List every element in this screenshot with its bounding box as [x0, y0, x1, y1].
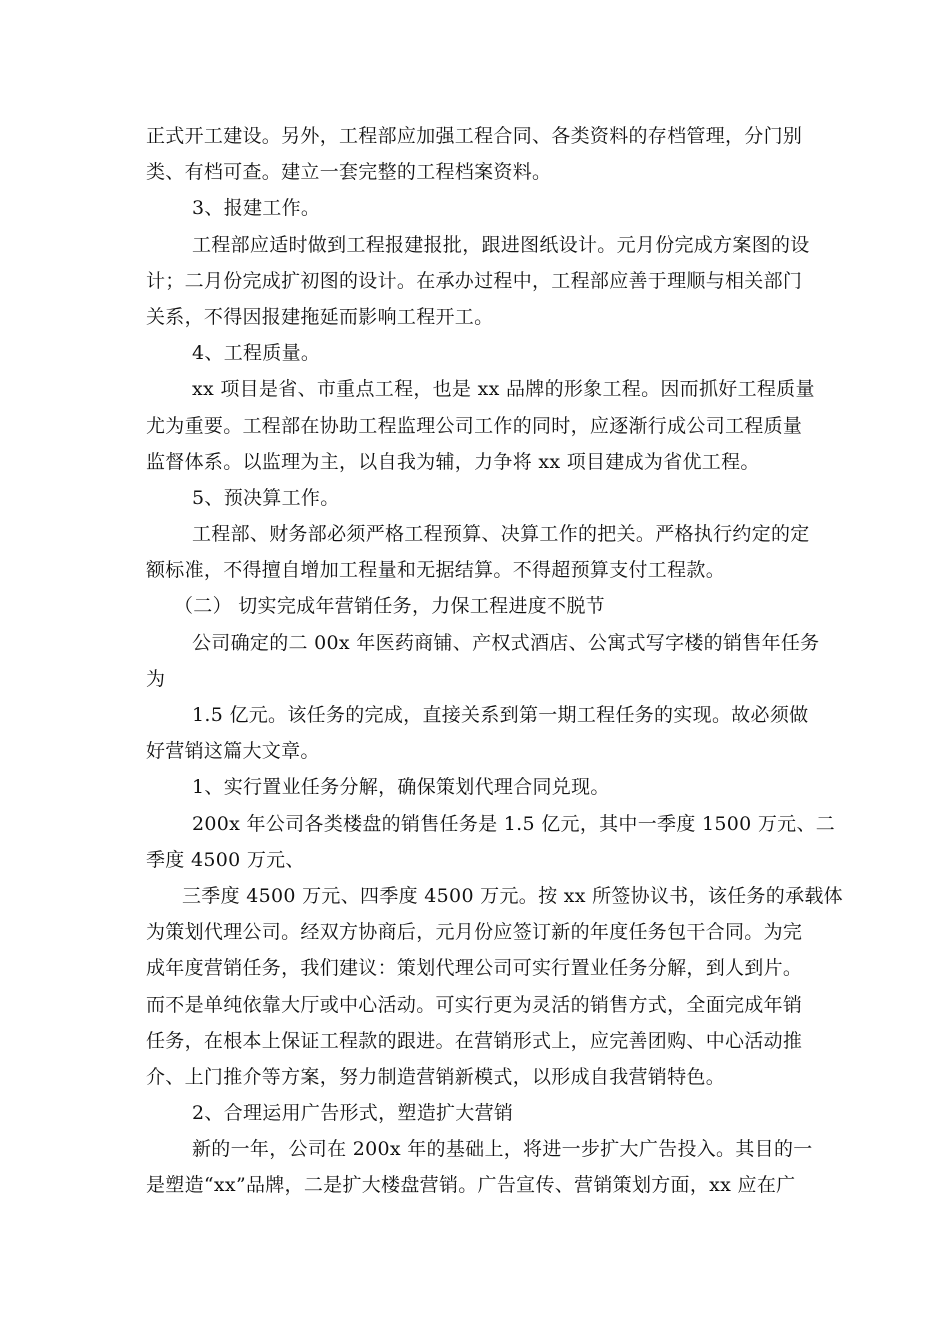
body-line: 为策划代理公司。经双方协商后，元月份应签订新的年度任务包干合同。为完: [146, 921, 803, 944]
body-line: 季度 4500 万元、: [146, 848, 305, 871]
body-line: 正式开工建设。另外，工程部应加强工程合同、各类资料的存档管理，分门别: [146, 125, 803, 147]
body-line: 监督体系。以监理为主，以自我为辅，力争将 xx 项目建成为省优工程。: [146, 450, 760, 473]
body-line: 类、有档可查。建立一套完整的工程档案资料。: [146, 161, 552, 184]
chapter-heading: （二） 切实完成年营销任务，力保工程进度不脱节: [174, 595, 605, 618]
body-line: 工程部、财务部必须严格工程预算、决算工作的把关。严格执行约定的定: [192, 523, 810, 546]
body-line: 1.5 亿元。该任务的完成，直接关系到第一期工程任务的实现。故必须做: [192, 704, 809, 726]
body-line: 关系，不得因报建拖延而影响工程开工。: [146, 305, 494, 328]
section-heading: 3、报建工作。: [192, 197, 321, 220]
body-line: 好营销这篇大文章。: [146, 740, 320, 763]
section-heading: 5、预决算工作。: [192, 486, 340, 509]
body-line: 任务，在根本上保证工程款的跟进。在营销形式上，应完善团购、中心活动推: [146, 1029, 803, 1052]
body-line: 成年度营销任务，我们建议：策划代理公司可实行置业任务分解，到人到片。: [146, 957, 803, 980]
body-line: 为: [146, 667, 166, 690]
body-line: 而不是单纯依靠大厅或中心活动。可实行更为灵活的销售方式，全面完成年销: [146, 993, 803, 1016]
body-line: 新的一年，公司在 200x 年的基础上，将进一步扩大广告投入。其目的一: [192, 1138, 813, 1161]
body-line: 介、上门推介等方案，努力制造营销新模式，以形成自我营销特色。: [146, 1065, 726, 1088]
body-line: 是塑造“xx”品牌，二是扩大楼盘营销。广告宣传、营销策划方面，xx 应在广: [146, 1174, 796, 1197]
body-line: 200x 年公司各类楼盘的销售任务是 1.5 亿元，其中一季度 1500 万元、二: [192, 812, 836, 835]
section-heading: 4、工程质量。: [192, 342, 321, 365]
body-line: 额标准，不得擅自增加工程量和无据结算。不得超预算支付工程款。: [146, 559, 726, 582]
body-line: 公司确定的二 00x 年医药商铺、产权式酒店、公寓式写字楼的销售年任务: [192, 631, 820, 654]
body-line: 尤为重要。工程部在协助工程监理公司工作的同时，应逐渐行成公司工程质量: [146, 414, 803, 437]
body-line: 三季度 4500 万元、四季度 4500 万元。按 xx 所签协议书，该任务的承载体: [182, 884, 843, 907]
body-line: xx 项目是省、市重点工程，也是 xx 品牌的形象工程。因而抓好工程质量: [192, 378, 815, 401]
section-heading: 2、合理运用广告形式，塑造扩大营销: [192, 1102, 514, 1125]
document-body: [146, 118, 843, 1204]
body-line: 计；二月份完成扩初图的设计。在承办过程中，工程部应善于理顺与相关部门: [146, 269, 803, 292]
section-heading: 1、实行置业任务分解，确保策划代理合同兑现。: [192, 776, 610, 799]
body-line: 工程部应适时做到工程报建报批，跟进图纸设计。元月份完成方案图的设: [192, 233, 810, 256]
